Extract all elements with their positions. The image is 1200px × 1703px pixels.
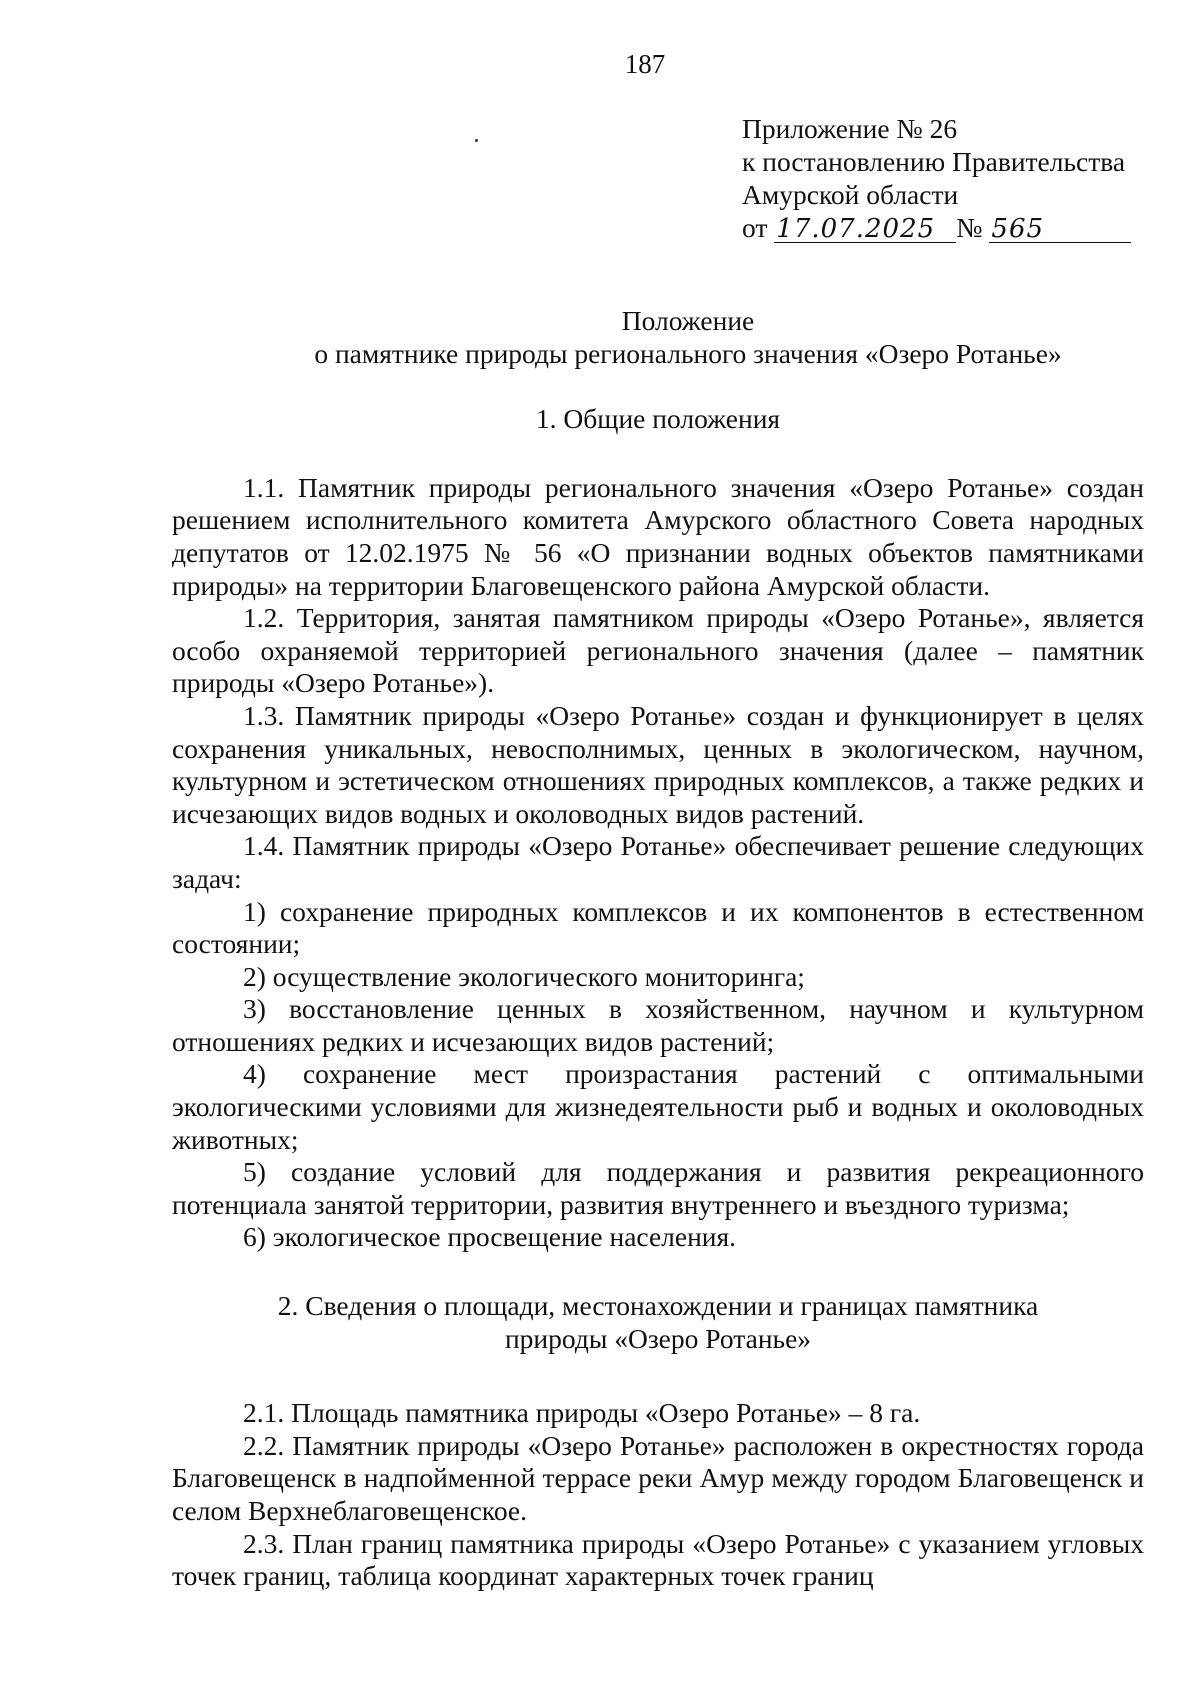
paragraph-1-2: 1.2. Территория, занятая памятником природы «Озеро Ротанье», является особо охраняемой территорией регионального значения (далее – памятник природы «Озеро Ротанье»). — [172, 602, 1144, 699]
appendix-block — [742, 112, 1162, 244]
page-number: 187 — [624, 49, 666, 79]
handwritten-date: 17.07.2025 — [774, 216, 956, 243]
paragraph-2-1: 2.1. Площадь памятника природы «Озеро Ротанье» – 8 га. — [243, 1397, 921, 1429]
section-2-heading-line-1: 2. Сведения о площади, местонахождении и границах памятника — [277, 1290, 1039, 1322]
number-label: № — [956, 212, 983, 243]
scan-dot — [475, 139, 478, 142]
title-line-2: о памятнике природы регионального значения «Озеро Ротанье» — [314, 337, 1062, 369]
section-1-heading: 1. Общие положения — [535, 403, 781, 435]
appendix-line-1: Приложение № 26 — [742, 113, 958, 144]
list-item-1: 1) сохранение природных комплексов и их компонентов в естественном состоянии; — [172, 895, 1144, 960]
list-item-4: 4) сохранение мест произрастания растений с оптимальными экологическими условиями для жизнедеятельности рыб и водных и околоводных животных; — [172, 1058, 1144, 1155]
document-body — [172, 305, 1144, 1593]
list-item-5: 5) создание условий для поддержания и развития рекреационного потенциала занятой территории, развития внутреннего и въездного туризма; — [172, 1156, 1144, 1220]
appendix-date-line — [742, 211, 1162, 244]
paragraph-1-1: 1.1. Памятник природы регионального значения «Озеро Ротанье» создан решением исполнительного комитета Амурского областного Совета народных депутатов от 12.02.1975 № 56 «О признании водных объектов памятниками природы» на территории Благовещенского района Амурской области. — [172, 471, 1144, 601]
appendix-line-3: Амурской области — [742, 179, 959, 210]
paragraph-2-2: 2.2. Памятник природы «Озеро Ротанье» расположен в окрестностях города Благовещенск в надпойменной террасе реки Амур между городом Благовещенск и селом Верхнеблаговещенское. — [172, 1429, 1144, 1526]
handwritten-number: 565 — [989, 216, 1131, 243]
from-label: от — [742, 212, 768, 243]
document-title — [232, 305, 1144, 370]
list-item-2: 2) осуществление экологического мониторинга; — [243, 960, 805, 992]
list-item-6: 6) экологическое просвещение населения. — [243, 1221, 737, 1253]
paragraph-1-3: 1.3. Памятник природы «Озеро Ротанье» создан и функционирует в целях сохранения уникальных, невосполнимых, ценных в экологическом, научном, культурном и эстетическом отношениях природных комплексов, а также редких и исчезающих видов водных и околоводных видов растений. — [172, 699, 1144, 829]
section-2-heading-line-2: природы «Озеро Ротанье» — [504, 1322, 812, 1354]
appendix-line-2: к постановлению Правительства — [742, 146, 1126, 177]
title-line-1: Положение — [621, 305, 755, 336]
list-item-3: 3) восстановление ценных в хозяйственном, научном и культурном отношениях редких и исчезающих видов растений; — [172, 993, 1144, 1057]
paragraph-1-4: 1.4. Памятник природы «Озеро Ротанье» обеспечивает решение следующих задач: — [172, 830, 1144, 894]
paragraph-2-3: 2.3. План границ памятника природы «Озеро Ротанье» с указанием угловых точек границ, таблица координат характерных точек границ — [172, 1527, 1144, 1592]
